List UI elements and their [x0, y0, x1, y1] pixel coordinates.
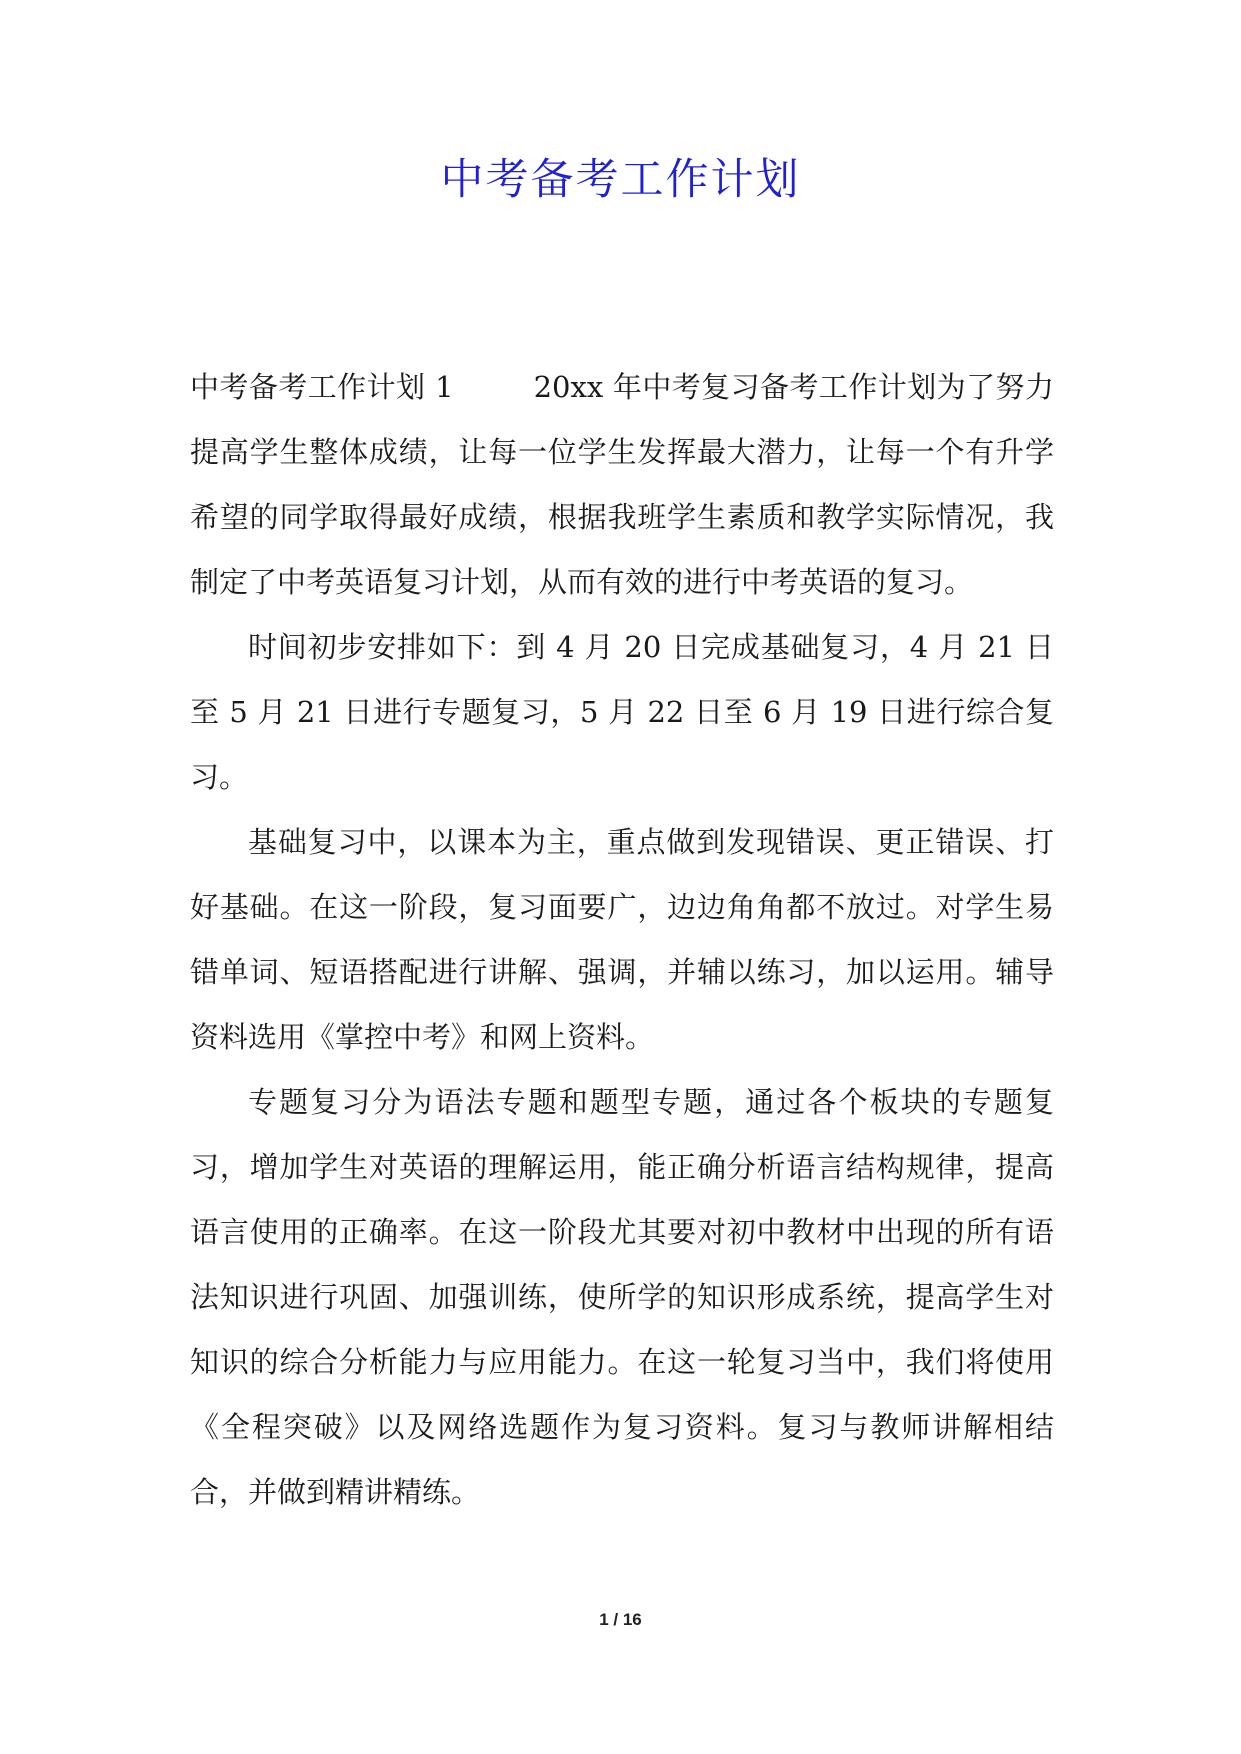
- paragraph-text: 20xx 年中考复习备考工作计划为了努力提高学生整体成绩，让每一位学生发挥最大潜力，让每一个有升学希望的同学取得最好成绩，根据我班学生素质和教学实际情况，我制定了中考英语复习计划，从而有效的进行中考英语的复习。: [190, 370, 1054, 599]
- page-number: 1 / 16: [599, 1610, 642, 1629]
- document-body: [190, 355, 1054, 1525]
- paragraph-2: 时间初步安排如下：到 4 月 20 日完成基础复习，4 月 21 日至 5 月 21 日进行专题复习，5 月 22 日至 6 月 19 日进行综合复习。: [190, 630, 1054, 794]
- paragraph-4: 专题复习分为语法专题和题型专题，通过各个板块的专题复习，增加学生对英语的理解运用，能正确分析语言结构规律，提高语言使用的正确率。在这一阶段尤其要对初中教材中出现的所有语法知识进行巩固、加强训练，使所学的知识形成系统，提高学生对知识的综合分析能力与应用能力。在这一轮复习当中，我们将使用《全程突破》以及网络选题作为复习资料。复习与教师讲解相结合，并做到精讲精练。: [190, 1085, 1054, 1509]
- document-title: 中考备考工作计划: [440, 155, 801, 205]
- paragraph-1: [190, 355, 1054, 615]
- paragraph-3: 基础复习中，以课本为主，重点做到发现错误、更正错误、打好基础。在这一阶段，复习面要广，边边角角都不放过。对学生易错单词、短语搭配进行讲解、强调，并辅以练习，加以运用。辅导资料选用《掌控中考》和网上资料。: [190, 825, 1054, 1054]
- section-heading: 中考备考工作计划 1: [190, 370, 454, 404]
